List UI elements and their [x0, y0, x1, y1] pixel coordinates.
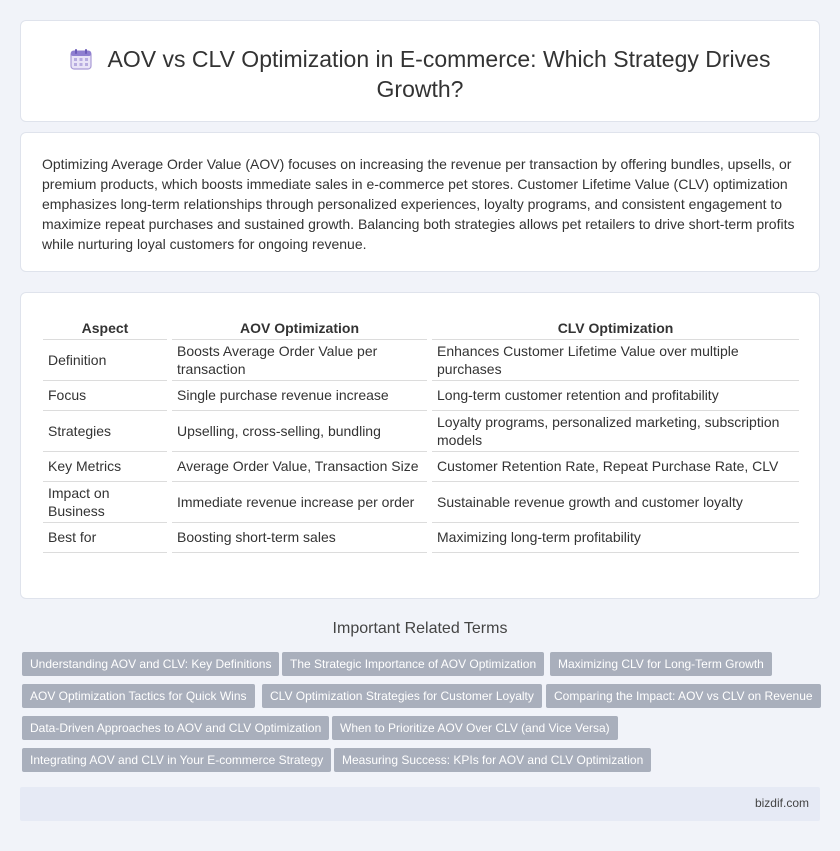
table-cell: Single purchase revenue increase — [172, 380, 427, 410]
table-header: CLV Optimization — [432, 317, 799, 339]
table-cell: Loyalty programs, personalized marketing, subscription models — [432, 410, 799, 451]
page-title: AOV vs CLV Optimization in E-commerce: Which Strategy Drives Growth? — [107, 46, 771, 102]
table-cell: Long-term customer retention and profitability — [432, 380, 799, 410]
table-row — [43, 339, 799, 380]
intro-card — [20, 132, 820, 272]
table-row — [43, 451, 799, 481]
comparison-table — [43, 317, 799, 553]
related-term-tag[interactable]: Maximizing CLV for Long-Term Growth — [550, 652, 772, 676]
related-terms-heading: Important Related Terms — [332, 620, 508, 637]
table-cell: Boosting short-term sales — [172, 522, 427, 552]
comparison-card — [20, 292, 820, 599]
table-cell: Immediate revenue increase per order — [172, 481, 427, 522]
related-term-tag[interactable]: Data-Driven Approaches to AOV and CLV Optimization — [22, 716, 329, 740]
calendar-icon — [70, 48, 92, 70]
table-header-row — [43, 317, 799, 339]
table-cell: Key Metrics — [43, 451, 167, 481]
table-cell: Enhances Customer Lifetime Value over multiple purchases — [432, 339, 799, 380]
table-cell: Customer Retention Rate, Repeat Purchase Rate, CLV — [432, 451, 799, 481]
table-header: Aspect — [43, 317, 167, 339]
table-row — [43, 410, 799, 451]
footer-site[interactable]: bizdif.com — [754, 796, 809, 810]
table-row — [43, 522, 799, 552]
related-term-tag[interactable]: AOV Optimization Tactics for Quick Wins — [22, 684, 255, 708]
table-cell: Boosts Average Order Value per transaction — [172, 339, 427, 380]
table-row — [43, 481, 799, 522]
intro-text: Optimizing Average Order Value (AOV) focuses on increasing the revenue per transaction by offering bundles, upsells, or premium products, which boosts immediate sales in e-commerce pet stores. Customer Lifetime Value (CLV) optimization emphasizes long-term relationships through personalized experiences, loyalty programs, and consistent engagement to maximize repeat purchases and sustained growth. Balancing both strategies allows pet retailers to drive short-term profits while nurturing loyal customers for ongoing revenue. — [42, 156, 795, 252]
related-term-tag[interactable]: Integrating AOV and CLV in Your E-commerce Strategy — [22, 748, 331, 772]
table-cell: Upselling, cross-selling, bundling — [172, 410, 427, 451]
table-cell: Maximizing long-term profitability — [432, 522, 799, 552]
related-term-tag[interactable]: CLV Optimization Strategies for Customer Loyalty — [262, 684, 542, 708]
related-term-tag[interactable]: Comparing the Impact: AOV vs CLV on Revenue — [546, 684, 821, 708]
table-cell: Sustainable revenue growth and customer loyalty — [432, 481, 799, 522]
related-term-tag[interactable]: Measuring Success: KPIs for AOV and CLV Optimization — [334, 748, 651, 772]
footer — [20, 787, 820, 821]
table-cell: Strategies — [43, 410, 167, 451]
title-card — [20, 20, 820, 122]
table-cell: Focus — [43, 380, 167, 410]
table-row — [43, 380, 799, 410]
table-body — [43, 339, 799, 552]
table-cell: Best for — [43, 522, 167, 552]
table-header: AOV Optimization — [172, 317, 427, 339]
related-term-tag[interactable]: Understanding AOV and CLV: Key Definitions — [22, 652, 279, 676]
table-cell: Definition — [43, 339, 167, 380]
page-title-wrap — [61, 44, 779, 104]
table-cell: Impact on Business — [43, 481, 167, 522]
table-cell: Average Order Value, Transaction Size — [172, 451, 427, 481]
related-term-tag[interactable]: When to Prioritize AOV Over CLV (and Vice Versa) — [332, 716, 618, 740]
related-term-tag[interactable]: The Strategic Importance of AOV Optimization — [282, 652, 544, 676]
